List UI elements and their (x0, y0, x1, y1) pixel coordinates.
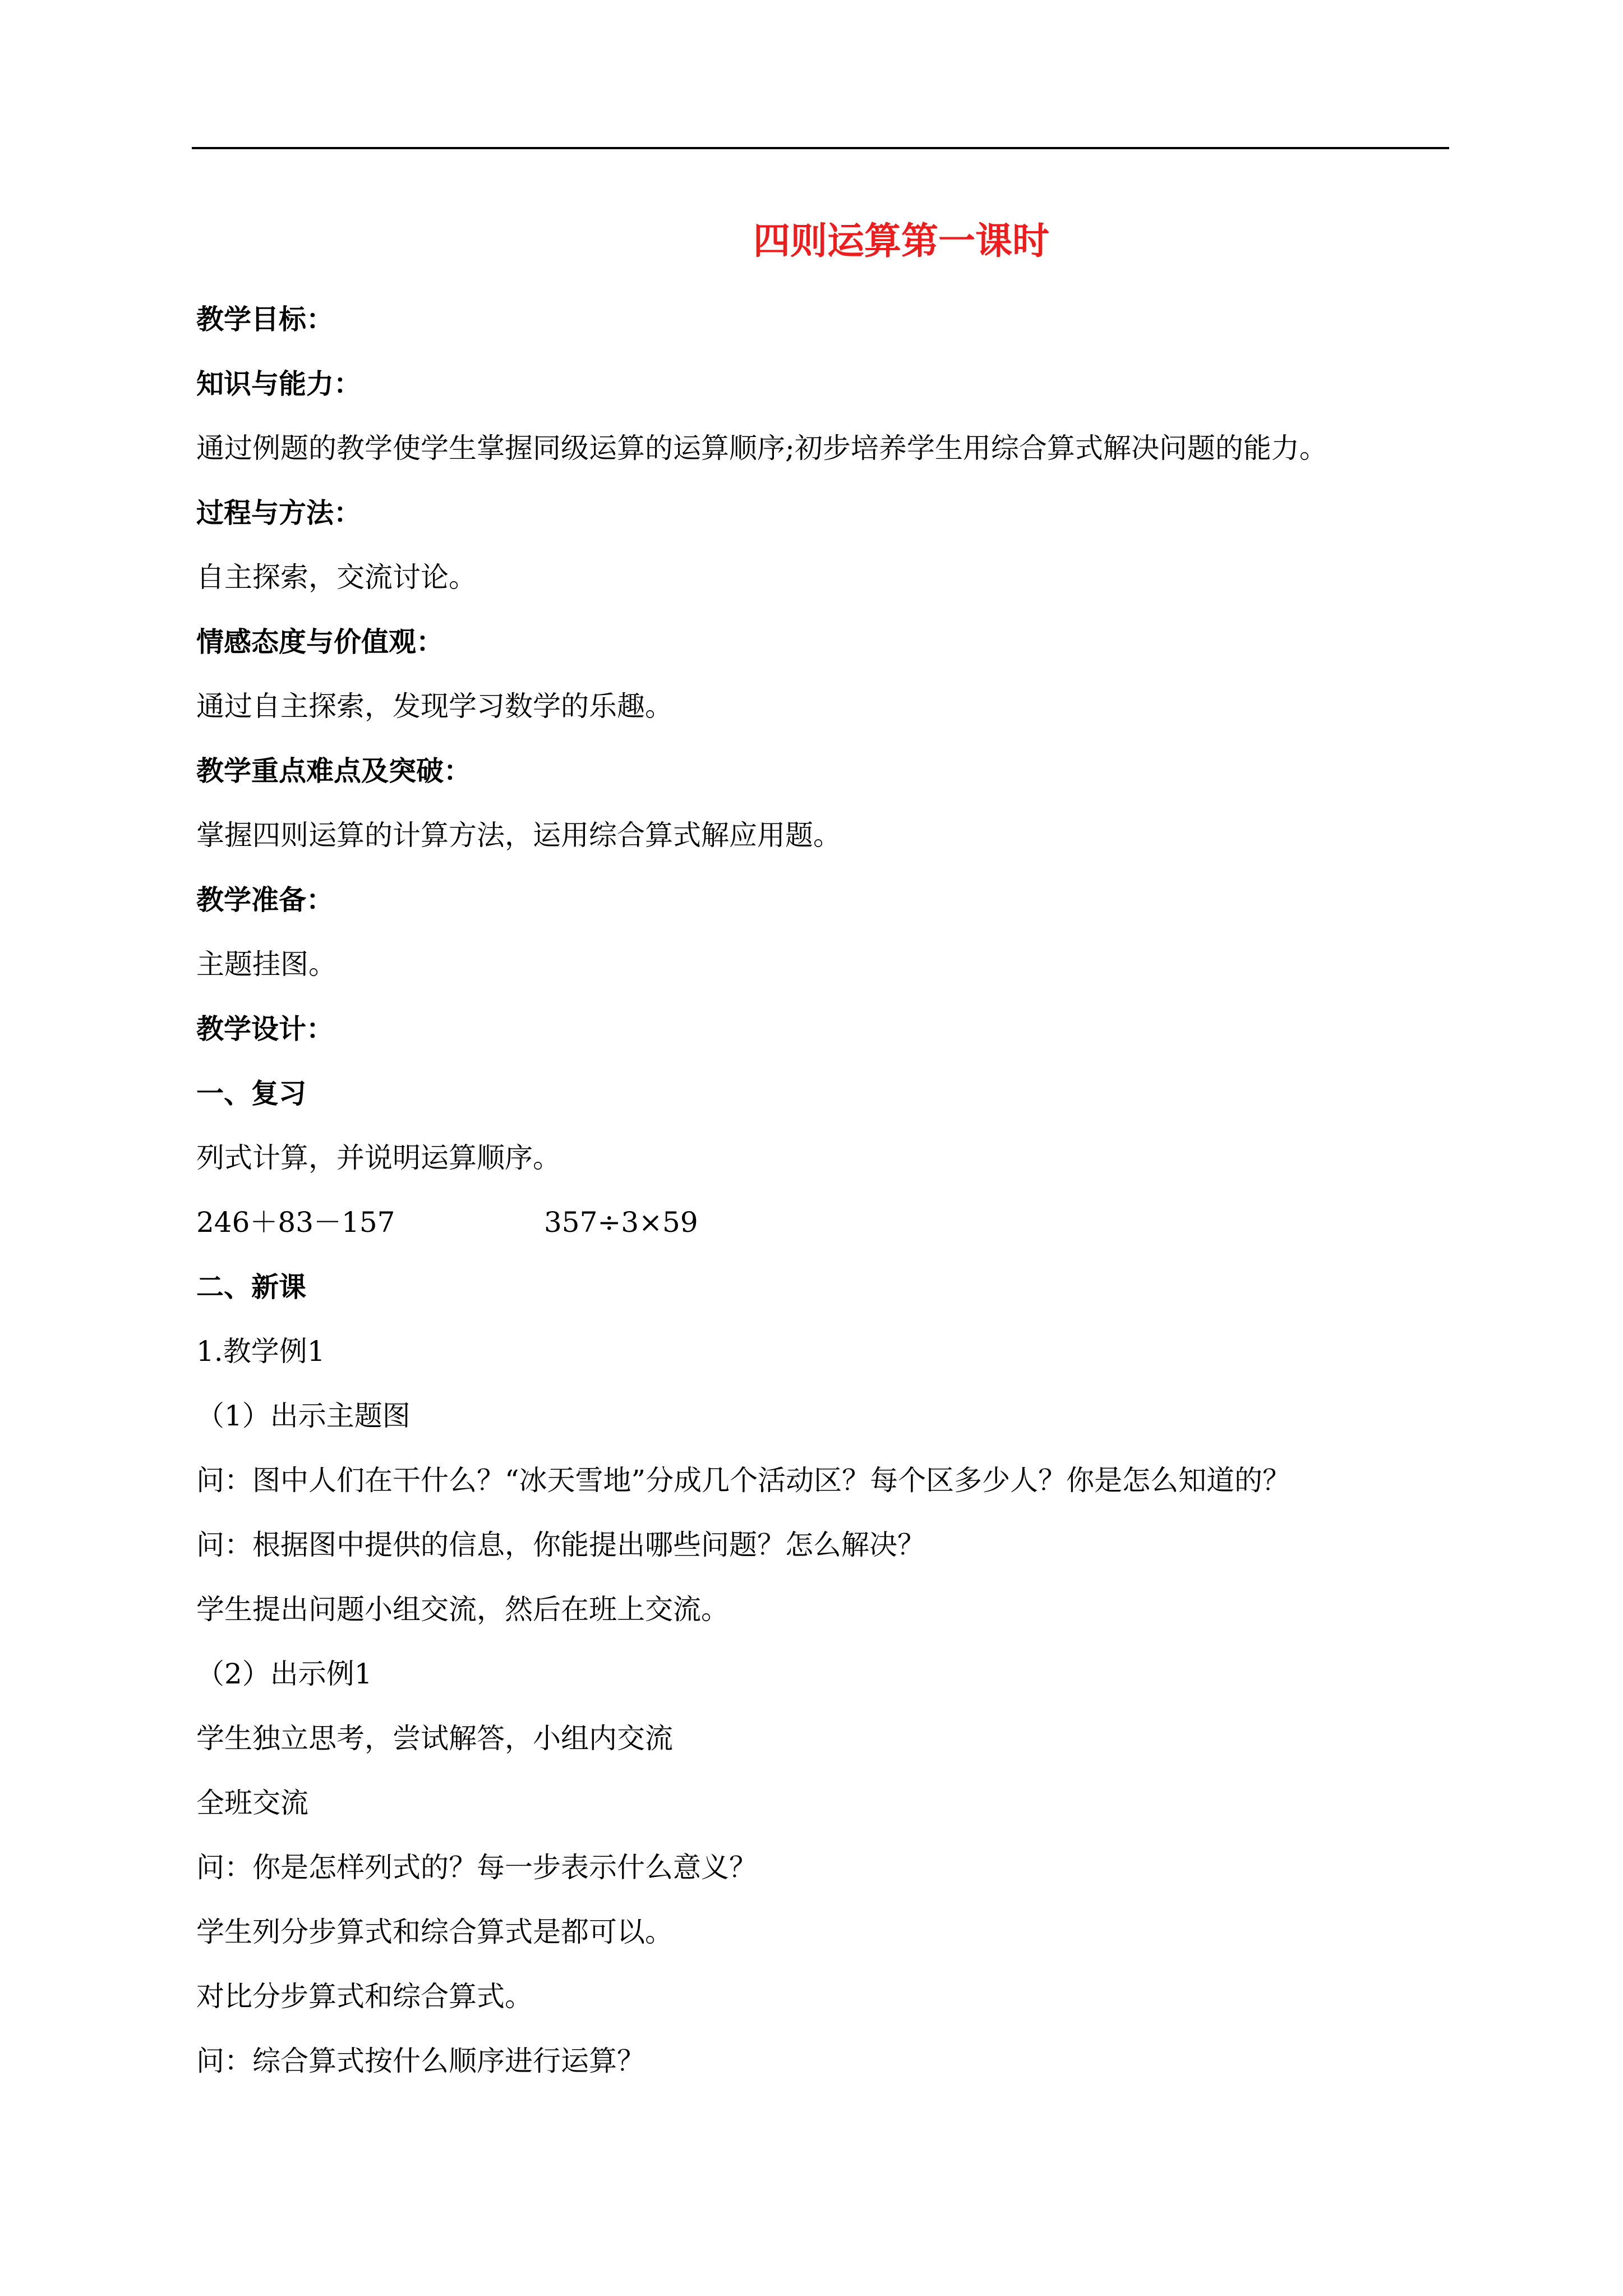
header-rule (192, 147, 1449, 149)
paragraph-line: （2）出示例1 (196, 1658, 372, 1690)
paragraph-line: （1）出示主题图 (196, 1400, 411, 1432)
expression-2: 357÷3×59 (544, 1206, 698, 1239)
section-heading: 知识与能力： (196, 368, 362, 400)
paragraph-line: 学生列分步算式和综合算式是都可以。 (196, 1916, 673, 1948)
paragraph-line: 通过自主探索，发现学习数学的乐趣。 (196, 690, 673, 723)
page-title: 四则运算第一课时 (753, 219, 1049, 263)
section-heading: 教学准备： (196, 884, 334, 916)
paragraph-line: 学生独立思考，尝试解答，小组内交流 (196, 1722, 673, 1755)
section-heading: 过程与方法： (196, 497, 362, 529)
paragraph-line: 主题挂图。 (196, 948, 336, 981)
paragraph-line: 掌握四则运算的计算方法，运用综合算式解应用题。 (196, 819, 841, 852)
paragraph-line: 列式计算，并说明运算顺序。 (196, 1142, 561, 1174)
paragraph-line: 问：你是怎样列式的？每一步表示什么意义？ (196, 1851, 757, 1884)
section-heading: 一、复习 (196, 1078, 307, 1110)
section-heading: 教学设计： (196, 1013, 334, 1045)
paragraph-line: 全班交流 (196, 1787, 308, 1819)
section-heading: 二、新课 (196, 1271, 307, 1303)
paragraph-line: 问：图中人们在干什么？“冰天雪地”分成几个活动区？每个区多少人？你是怎么知道的？ (196, 1464, 1291, 1497)
section-heading: 情感态度与价值观： (196, 626, 444, 658)
section-heading: 教学重点难点及突破： (196, 755, 472, 787)
paragraph-line: 对比分步算式和综合算式。 (196, 1980, 533, 2013)
paragraph-line: 1.教学例1 (196, 1335, 325, 1368)
expression-row (196, 1190, 1453, 1255)
paragraph-line: 通过例题的教学使学生掌握同级运算的运算顺序;初步培养学生用综合算式解决问题的能力。 (196, 432, 1327, 464)
document-body (196, 287, 1453, 2093)
paragraph-line: 问：综合算式按什么顺序进行运算？ (196, 2045, 645, 2077)
paragraph-line: 自主探索，交流讨论。 (196, 561, 477, 593)
expression-1: 246＋83－157 (196, 1206, 395, 1239)
section-heading: 教学目标： (196, 303, 334, 335)
paragraph-line: 问：根据图中提供的信息，你能提出哪些问题？怎么解决？ (196, 1529, 925, 1561)
paragraph-line: 学生提出问题小组交流，然后在班上交流。 (196, 1593, 729, 1626)
